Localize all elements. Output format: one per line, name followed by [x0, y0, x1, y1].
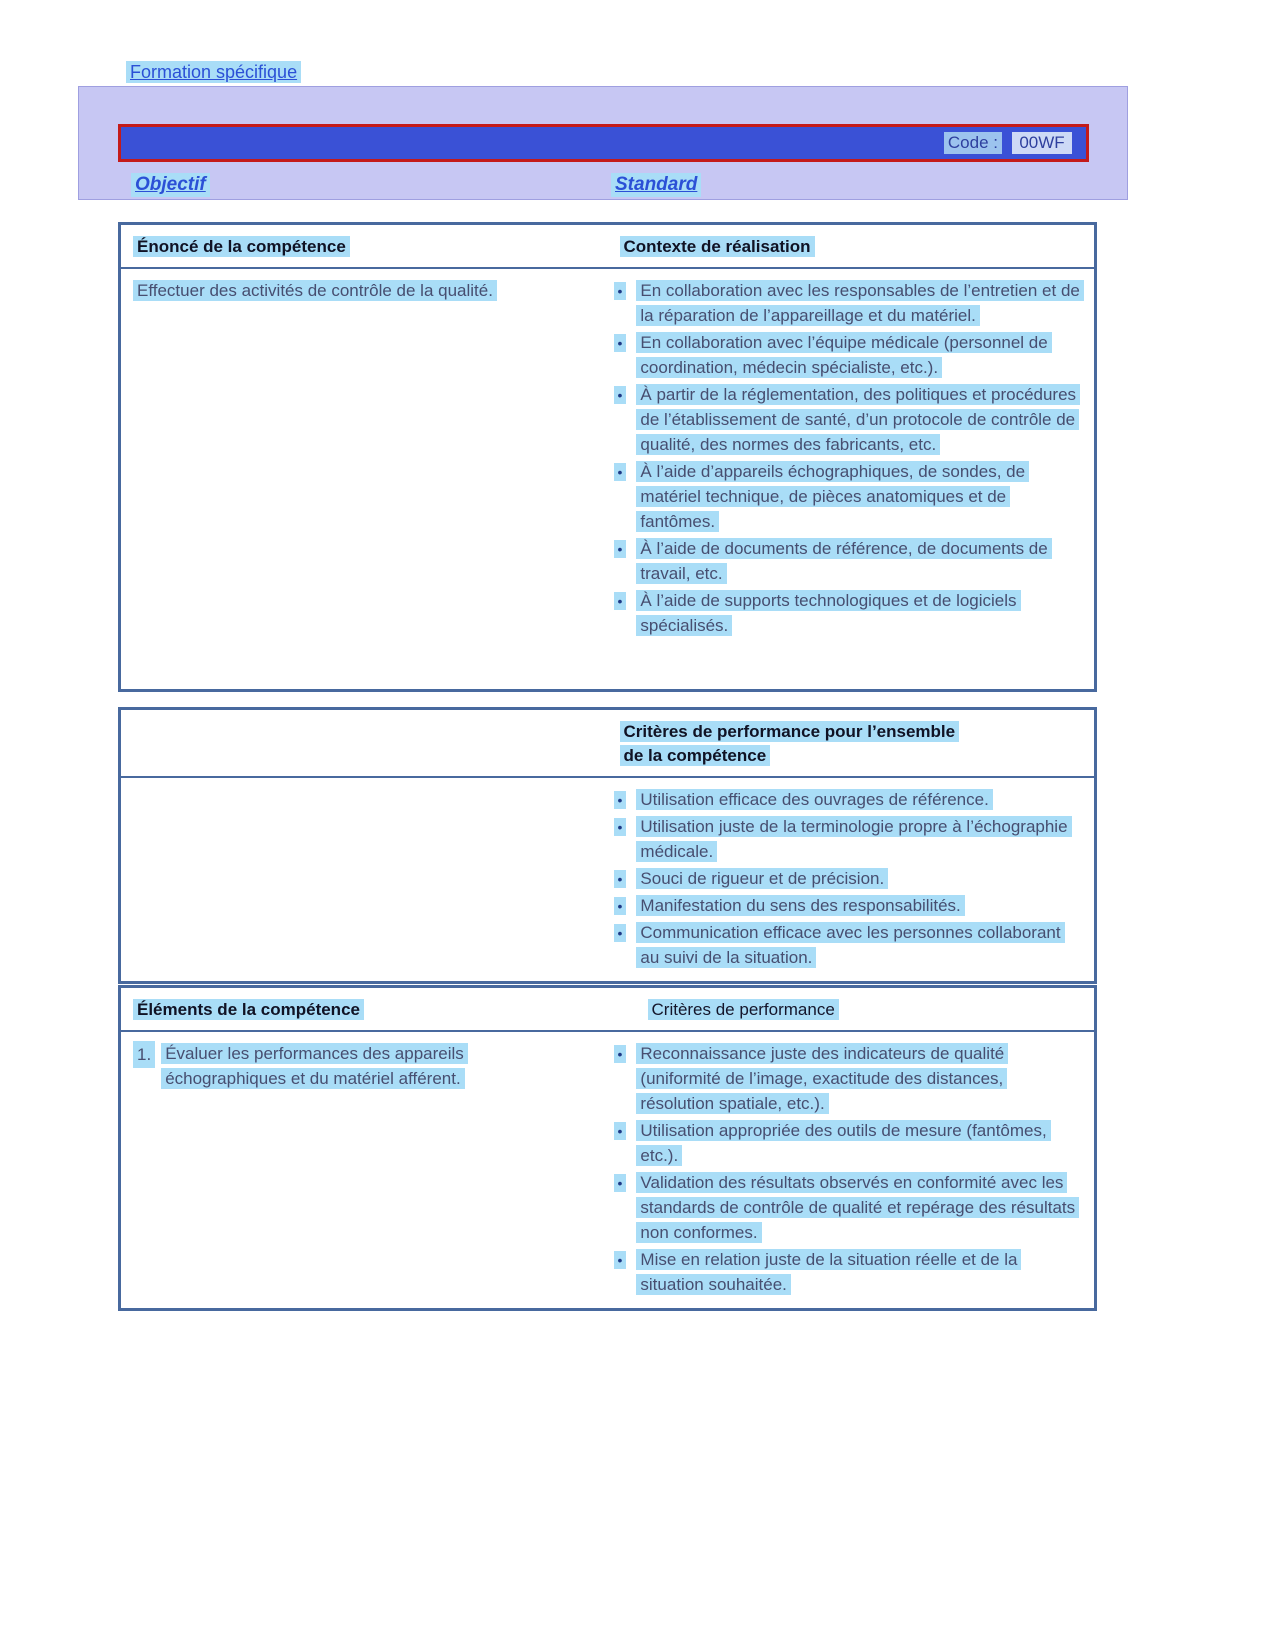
criteres-ensemble-line2: de la compétence: [620, 745, 771, 766]
contexte-header-text: Contexte de réalisation: [620, 236, 815, 257]
list-item-text: Validation des résultats observés en conformité avec les standards de contrôle de qualité et repérage des résultats non conformes.: [636, 1172, 1079, 1243]
bullet-icon: •: [614, 1045, 627, 1063]
bullet-icon: •: [614, 870, 627, 888]
enonce-header-text: Énoncé de la compétence: [133, 236, 350, 257]
list-item-text: Utilisation juste de la terminologie propre à l’échographie médicale.: [636, 816, 1071, 862]
bullet-icon: •: [614, 386, 627, 404]
bullet-icon: •: [614, 282, 627, 300]
objectif-heading: Objectif: [131, 173, 210, 197]
code-banner: [118, 124, 1089, 162]
performance-table-header: [121, 710, 1094, 778]
code-label: Code :: [944, 132, 1002, 154]
list-item: [610, 278, 1095, 328]
elements-header-text: Éléments de la compétence: [133, 999, 364, 1020]
elements-table-header: [121, 988, 1094, 1032]
section-heading-link[interactable]: Formation spécifique: [126, 61, 301, 83]
competence-table-header: [121, 225, 1094, 269]
header-cell-contexte: [608, 225, 1095, 267]
criteres-list: [610, 1041, 1095, 1297]
list-item-text: En collaboration avec l’équipe médicale (personnel de coordination, médecin spécialiste, etc.).: [636, 332, 1051, 378]
list-item-text: Utilisation efficace des ouvrages de référence.: [636, 789, 992, 810]
list-item: [610, 787, 1095, 812]
bullet-icon: •: [614, 463, 627, 481]
list-item-text: Manifestation du sens des responsabilités.: [636, 895, 964, 916]
criteres-cell: [608, 1032, 1095, 1308]
competence-table-body: [121, 269, 1094, 649]
list-item: [610, 459, 1095, 534]
elements-table-body: [121, 1032, 1094, 1308]
element-number: 1.: [133, 1041, 155, 1068]
elements-table: [118, 985, 1097, 1311]
bullet-icon: •: [614, 1122, 627, 1140]
list-item: [610, 866, 1095, 891]
list-item: [610, 1247, 1095, 1297]
list-item-text: À l’aide d’appareils échographiques, de sondes, de matériel technique, de pièces anatomiques et de fantômes.: [636, 461, 1029, 532]
element-text: Évaluer les performances des appareils échographiques et du matériel afférent.: [161, 1043, 468, 1089]
list-item: [610, 382, 1095, 457]
list-item-text: En collaboration avec les responsables de l’entretien et de la réparation de l’appareillage et du matériel.: [636, 280, 1083, 326]
header-cell-elements: [121, 988, 608, 1030]
list-item-text: À l’aide de supports technologiques et de logiciels spécialisés.: [636, 590, 1020, 636]
list-item: [610, 893, 1095, 918]
list-item: [610, 1041, 1095, 1116]
bullet-icon: •: [614, 897, 627, 915]
list-item-text: Souci de rigueur et de précision.: [636, 868, 888, 889]
list-item-text: Reconnaissance juste des indicateurs de qualité (uniformité de l’image, exactitude des distances, résolution spatiale, etc.).: [636, 1043, 1008, 1114]
header-cell-criteres: [608, 988, 1095, 1030]
element-cell: [121, 1032, 608, 1308]
bullet-icon: •: [614, 1174, 627, 1192]
list-item-text: Utilisation appropriée des outils de mesure (fantômes, etc.).: [636, 1120, 1050, 1166]
bullet-icon: •: [614, 334, 627, 352]
criteres-header-text: Critères de performance: [648, 999, 839, 1020]
list-item: [610, 330, 1095, 380]
performance-cell: [608, 778, 1095, 981]
performance-table: [118, 707, 1097, 984]
list-item: [610, 1170, 1095, 1245]
list-item: [610, 814, 1095, 864]
performance-table-body: [121, 778, 1094, 981]
section-heading: [126, 62, 301, 83]
competence-table: [118, 222, 1097, 692]
list-item: [610, 536, 1095, 586]
header-panel: [78, 86, 1128, 200]
criteres-ensemble-line1: Critères de performance pour l’ensemble: [620, 721, 960, 742]
bullet-icon: •: [614, 592, 627, 610]
standard-heading: Standard: [611, 173, 701, 197]
list-item: [610, 920, 1095, 970]
bullet-icon: •: [614, 791, 627, 809]
list-item-text: À l’aide de documents de référence, de documents de travail, etc.: [636, 538, 1051, 584]
list-item: [610, 1118, 1095, 1168]
bullet-icon: •: [614, 1251, 627, 1269]
contexte-cell: [608, 269, 1095, 649]
header-cell-empty: [121, 710, 608, 776]
list-item-text: À partir de la réglementation, des politiques et procédures de l’établissement de santé, d’un protocole de contrôle de qualité, des normes des fabricants, etc.: [636, 384, 1080, 455]
performance-list: [610, 787, 1095, 970]
bullet-icon: •: [614, 924, 627, 942]
header-cell-enonce: [121, 225, 608, 267]
list-item-text: Mise en relation juste de la situation réelle et de la situation souhaitée.: [636, 1249, 1021, 1295]
enonce-text: Effectuer des activités de contrôle de la qualité.: [133, 280, 497, 301]
performance-empty-cell: [121, 778, 608, 981]
bullet-icon: •: [614, 818, 627, 836]
list-item-text: Communication efficace avec les personnes collaborant au suivi de la situation.: [636, 922, 1064, 968]
element-item: [133, 1041, 596, 1091]
list-item: [610, 588, 1095, 638]
bullet-icon: •: [614, 540, 627, 558]
code-value: 00WF: [1012, 132, 1072, 154]
header-cell-criteres-ensemble: [608, 710, 1095, 776]
contexte-list: [610, 278, 1095, 638]
enonce-cell: [121, 269, 608, 649]
